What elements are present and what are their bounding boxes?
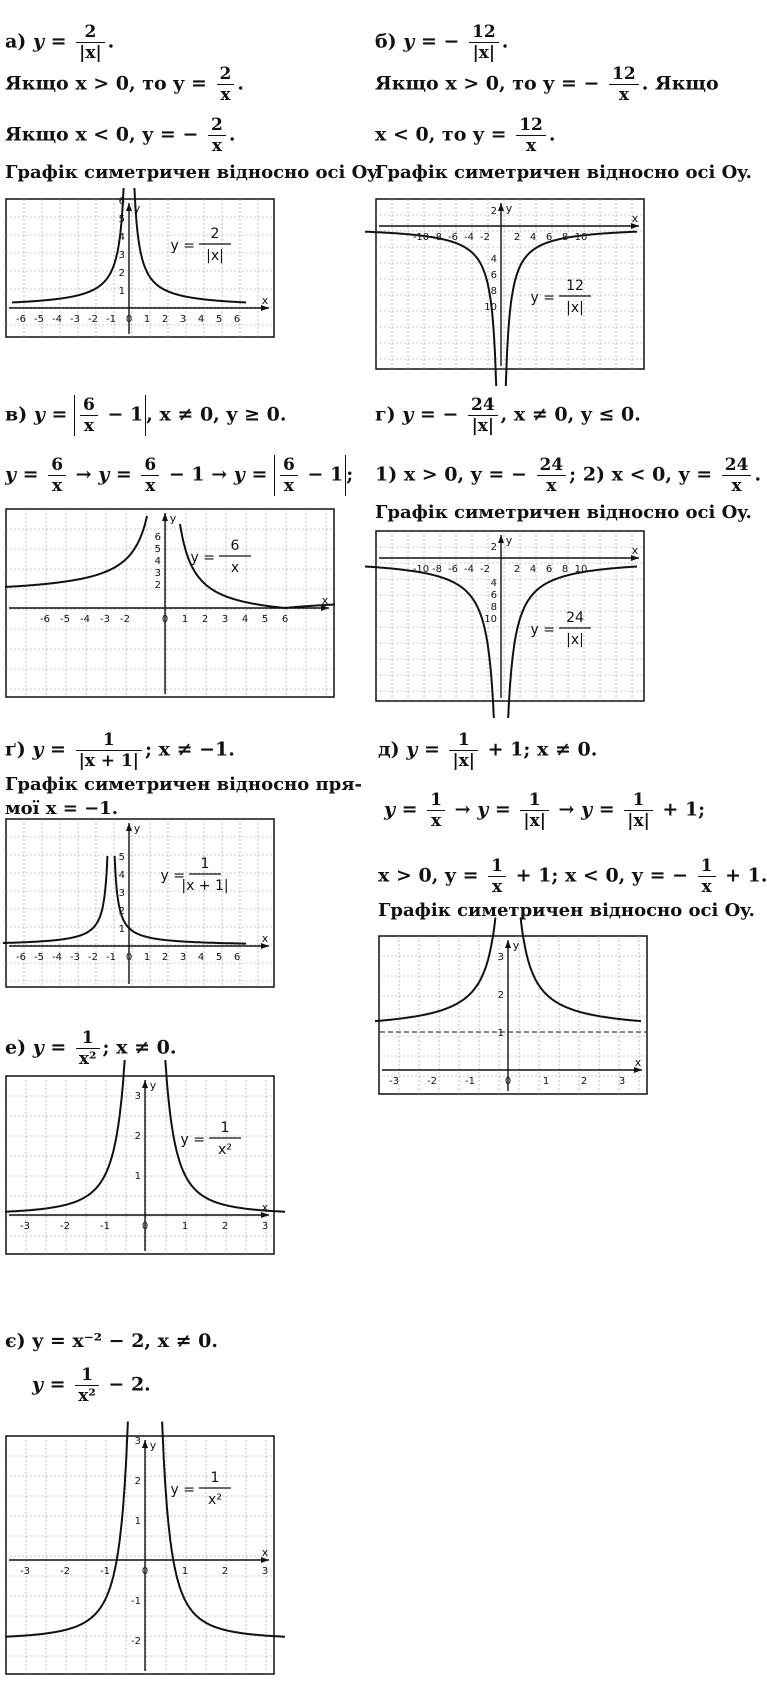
x-axis-label: x — [261, 1546, 269, 1559]
x-tick-label: 2 — [580, 1076, 588, 1087]
graph-label-numerator: 1 — [210, 1470, 220, 1486]
y-axis-arrow — [142, 1440, 148, 1448]
y-tick-label: 10 — [484, 614, 497, 625]
curve — [162, 1422, 285, 1637]
x-tick-label: 3 — [261, 1221, 269, 1232]
y-tick-label: 3 — [118, 888, 125, 899]
x-tick-label: 3 — [179, 952, 187, 963]
x-tick-label: -1 — [100, 1221, 110, 1232]
item-label: а) — [5, 30, 27, 53]
item-g-symmetry: Графік симетричен відносно осі Oy. — [375, 502, 752, 523]
graph-label: y = — [190, 550, 215, 566]
item-a-equation: а) y = $\frac{2}{|x|}$ . — [5, 22, 115, 63]
item-d-equation: д) y = $\frac{1}{|x|}$ + 1; x ≠ 0. — [378, 730, 598, 771]
graph-label-numerator: 6 — [230, 538, 240, 554]
x-tick-label: -3 — [70, 952, 80, 963]
y-tick-label: 5 — [118, 214, 125, 225]
y-axis-label: y — [505, 202, 513, 215]
y-tick-label: -2 — [131, 1636, 141, 1647]
x-tick-label: 0 — [141, 1566, 149, 1577]
graph-e — [5, 1075, 275, 1255]
y-axis-arrow — [126, 823, 132, 831]
graph-d — [378, 935, 648, 1095]
item-b-case2: x < 0, то y = $\frac{12}{x}$ . — [375, 115, 556, 156]
y-axis-arrow — [498, 535, 504, 543]
item-g-cases: 1) x > 0, y = − $\frac{24}{x}$ ; 2) x < 0, y = $\frac{24}{x}$ . — [375, 455, 762, 496]
x-tick-label: 5 — [215, 952, 223, 963]
x-tick-label: 10 — [574, 564, 588, 575]
y-axis-label: y — [505, 534, 513, 547]
x-tick-label: -1 — [106, 952, 116, 963]
y-axis-arrow — [498, 203, 504, 211]
x-tick-label: -5 — [34, 952, 44, 963]
graph-ie — [5, 1435, 275, 1675]
y-tick-label: 3 — [134, 1436, 141, 1447]
curve — [5, 1422, 128, 1637]
graph-label: y = — [180, 1132, 205, 1148]
item-d-cases: x > 0, y = $\frac{1}{x}$ + 1; x < 0, y = − $\frac{1}{x}$ + 1. — [378, 856, 767, 897]
x-tick-label: 5 — [261, 614, 269, 625]
x-tick-label: 4 — [197, 314, 205, 325]
x-axis-label: x — [261, 294, 269, 307]
item-a-symmetry: Графік симетричен відносно осі Oy. — [5, 162, 382, 183]
x-tick-label: -2 — [120, 614, 130, 625]
item-e-equation: е) y = $\frac{1}{\text{x²}}$ ; x ≠ 0. — [5, 1028, 177, 1069]
x-tick-label: -1 — [106, 314, 116, 325]
y-tick-label: 2 — [490, 542, 497, 553]
x-tick-label: 2 — [513, 564, 521, 575]
x-axis-label: x — [631, 544, 639, 557]
graph-label: y = — [170, 238, 195, 254]
x-tick-label: 2 — [201, 614, 209, 625]
x-tick-label: 3 — [179, 314, 187, 325]
x-tick-label: 6 — [545, 564, 553, 575]
curve — [521, 918, 641, 1022]
x-tick-label: 5 — [215, 314, 223, 325]
graph-a — [5, 198, 275, 338]
item-b-case1: Якщо x > 0, то y = − $\frac{12}{x}$ . Якщо — [375, 64, 719, 105]
x-axis-label: x — [261, 1201, 269, 1214]
y-tick-label: 6 — [154, 532, 161, 543]
item-v-equation: в) y = $\frac{6}{x}$ − 1 , x ≠ 0, y ≥ 0. — [5, 395, 287, 436]
x-axis-label: x — [631, 212, 639, 225]
curve — [12, 188, 124, 303]
graph-label: y = — [160, 868, 185, 884]
item-g2-symmetry-1: Графік симетричен відносно пря- — [5, 774, 363, 795]
item-ie-equation: є) y = x⁻² − 2, x ≠ 0. — [5, 1330, 218, 1352]
x-tick-label: 8 — [561, 564, 569, 575]
x-tick-label: -6 — [16, 314, 26, 325]
x-tick-label: 0 — [141, 1221, 149, 1232]
y-tick-label: 1 — [118, 924, 125, 935]
graph-label-numerator: 24 — [566, 610, 584, 626]
y-tick-label: 1 — [134, 1171, 141, 1182]
item-g-equation: г) y = − $\frac{24}{|x|}$ , x ≠ 0, y ≤ 0. — [375, 395, 641, 436]
y-tick-label: 2 — [490, 206, 497, 217]
y-tick-label: 2 — [497, 990, 504, 1001]
x-tick-label: -6 — [448, 564, 458, 575]
graph-label: y = — [530, 290, 555, 306]
graph-v — [5, 508, 335, 698]
y-tick-label: 6 — [490, 590, 497, 601]
x-axis-label: x — [321, 594, 329, 607]
item-b-symmetry: Графік симетричен відносно осі Oy. — [375, 162, 752, 183]
x-tick-label: -8 — [432, 232, 442, 243]
x-tick-label: 6 — [281, 614, 289, 625]
y-axis-label: y — [133, 202, 141, 215]
x-tick-label: -4 — [52, 314, 62, 325]
curve — [375, 918, 495, 1022]
item-g2-symmetry-2: мої x = −1. — [5, 798, 118, 819]
x-tick-label: -8 — [432, 564, 442, 575]
item-d-symmetry: Графік симетричен відносно осі Oy. — [378, 900, 755, 921]
x-tick-label: 1 — [181, 1221, 189, 1232]
y-tick-label: 3 — [497, 952, 504, 963]
curve — [365, 567, 494, 719]
x-tick-label: 0 — [161, 614, 169, 625]
x-tick-label: 2 — [161, 952, 169, 963]
x-tick-label: -3 — [70, 314, 80, 325]
x-tick-label: -4 — [464, 232, 474, 243]
x-tick-label: -3 — [389, 1076, 399, 1087]
y-tick-label: 10 — [484, 302, 497, 313]
graph-frame — [376, 199, 644, 369]
x-tick-label: -2 — [427, 1076, 437, 1087]
x-tick-label: -3 — [100, 614, 110, 625]
y-axis-arrow — [505, 940, 511, 948]
y-axis-arrow — [162, 513, 168, 521]
x-axis-label: x — [634, 1056, 642, 1069]
y-tick-label: 1 — [134, 1516, 141, 1527]
graph-label-denominator: x² — [218, 1142, 232, 1158]
y-tick-label: 3 — [118, 250, 125, 261]
item-d-chain: y = $\frac{1}{x}$ → y = $\frac{1}{|x|}$ → y = $\frac{1}{|x|}$ + 1; — [384, 790, 706, 831]
x-tick-label: 6 — [233, 952, 241, 963]
x-tick-label: 10 — [574, 232, 588, 243]
x-tick-label: 0 — [504, 1076, 512, 1087]
x-tick-label: -10 — [412, 564, 430, 575]
x-tick-label: 3 — [261, 1566, 269, 1577]
graph-label-denominator: x² — [208, 1492, 222, 1508]
y-tick-label: 8 — [490, 286, 497, 297]
x-tick-label: -5 — [60, 614, 70, 625]
x-tick-label: 2 — [161, 314, 169, 325]
x-tick-label: -3 — [20, 1566, 30, 1577]
y-tick-label: 4 — [490, 578, 497, 589]
x-tick-label: -6 — [16, 952, 26, 963]
item-v-chain: y = $\frac{6}{x}$ → y = $\frac{6}{x}$ − 1 → y = $\frac{6}{x}$ − 1 ; — [5, 455, 354, 496]
item-a-case2: Якщо x < 0, y = − $\frac{2}{x}$ . — [5, 115, 236, 156]
x-tick-label: -1 — [465, 1076, 475, 1087]
x-tick-label: -4 — [52, 952, 62, 963]
curve — [365, 232, 496, 386]
x-tick-label: 1 — [143, 952, 151, 963]
x-tick-label: -2 — [480, 564, 490, 575]
x-tick-label: 2 — [221, 1566, 229, 1577]
y-tick-label: 3 — [134, 1091, 141, 1102]
y-tick-label: 1 — [118, 286, 125, 297]
x-tick-label: 1 — [181, 1566, 189, 1577]
x-tick-label: 0 — [125, 952, 133, 963]
x-tick-label: -2 — [60, 1566, 70, 1577]
graph-label-denominator: x — [230, 560, 240, 576]
curve — [180, 524, 335, 608]
graph-b — [375, 198, 645, 370]
x-tick-label: -3 — [20, 1221, 30, 1232]
graph-label: y = — [530, 622, 555, 638]
x-tick-label: 4 — [529, 232, 537, 243]
x-tick-label: 1 — [181, 614, 189, 625]
graph-label: y = — [170, 1482, 195, 1498]
graph-label-denominator: |x| — [206, 248, 224, 264]
x-tick-label: -5 — [34, 314, 44, 325]
y-tick-label: 2 — [118, 268, 125, 279]
x-tick-label: -6 — [40, 614, 50, 625]
y-tick-label: 5 — [154, 544, 161, 555]
y-tick-label: 4 — [490, 254, 497, 265]
x-tick-label: -4 — [464, 564, 474, 575]
x-tick-label: 6 — [233, 314, 241, 325]
graph-label-numerator: 1 — [200, 856, 210, 872]
y-axis-label: y — [149, 1079, 157, 1092]
x-tick-label: 4 — [241, 614, 249, 625]
y-axis-arrow — [142, 1080, 148, 1088]
x-tick-label: 2 — [221, 1221, 229, 1232]
x-tick-label: 3 — [221, 614, 229, 625]
y-axis-label: y — [133, 822, 141, 835]
y-tick-label: 4 — [118, 232, 125, 243]
x-tick-label: -2 — [88, 952, 98, 963]
x-tick-label: -6 — [448, 232, 458, 243]
y-axis-label: y — [169, 512, 177, 525]
x-tick-label: 2 — [513, 232, 521, 243]
y-tick-label: 6 — [490, 270, 497, 281]
y-axis-arrow — [126, 203, 132, 211]
y-tick-label: 2 — [134, 1131, 141, 1142]
x-tick-label: 1 — [542, 1076, 550, 1087]
graph-label-numerator: 2 — [210, 226, 220, 242]
x-axis-label: x — [261, 932, 269, 945]
x-tick-label: -2 — [60, 1221, 70, 1232]
y-tick-label: 4 — [118, 870, 125, 881]
x-tick-label: 6 — [545, 232, 553, 243]
item-ie-equation-2: y = $\frac{1}{\text{x²}}$ − 2. — [32, 1365, 151, 1406]
y-tick-label: 4 — [154, 556, 161, 567]
y-axis-label: y — [149, 1439, 157, 1452]
y-tick-label: 3 — [154, 568, 161, 579]
y-tick-label: 8 — [490, 602, 497, 613]
graph-label-denominator: |x| — [566, 300, 584, 316]
item-b-equation: б) y = − $\frac{12}{|x|}$ . — [375, 22, 509, 63]
x-tick-label: 4 — [529, 564, 537, 575]
y-tick-label: 2 — [118, 906, 125, 917]
curve — [3, 856, 107, 943]
y-tick-label: 1 — [497, 1028, 504, 1039]
x-tick-label: 4 — [197, 952, 205, 963]
x-tick-label: 8 — [561, 232, 569, 243]
x-tick-label: 0 — [125, 314, 133, 325]
graph-label-denominator: |x + 1| — [181, 878, 229, 894]
graph-label-numerator: 12 — [566, 278, 584, 294]
graph-label-numerator: 1 — [220, 1120, 230, 1136]
item-g2-equation: ґ) y = $\frac{1}{|x + 1|}$ ; x ≠ −1. — [5, 730, 235, 771]
y-axis-label: y — [512, 939, 520, 952]
y-tick-label: 2 — [154, 580, 161, 591]
x-tick-label: -2 — [480, 232, 490, 243]
x-tick-label: -1 — [100, 1566, 110, 1577]
y-tick-label: -1 — [131, 1596, 141, 1607]
graph-label-denominator: |x| — [566, 632, 584, 648]
graph-g — [375, 530, 645, 702]
x-tick-label: -10 — [412, 232, 430, 243]
x-tick-label: -2 — [88, 314, 98, 325]
y-tick-label: 2 — [134, 1476, 141, 1487]
x-tick-label: 3 — [618, 1076, 626, 1087]
y-tick-label: 5 — [118, 852, 125, 863]
x-tick-label: 1 — [143, 314, 151, 325]
x-tick-label: -4 — [80, 614, 90, 625]
graph-g2 — [5, 818, 275, 988]
item-a-case1: Якщо x > 0, то y = $\frac{2}{x}$ . — [5, 64, 244, 105]
y-tick-label: 6 — [118, 196, 125, 207]
